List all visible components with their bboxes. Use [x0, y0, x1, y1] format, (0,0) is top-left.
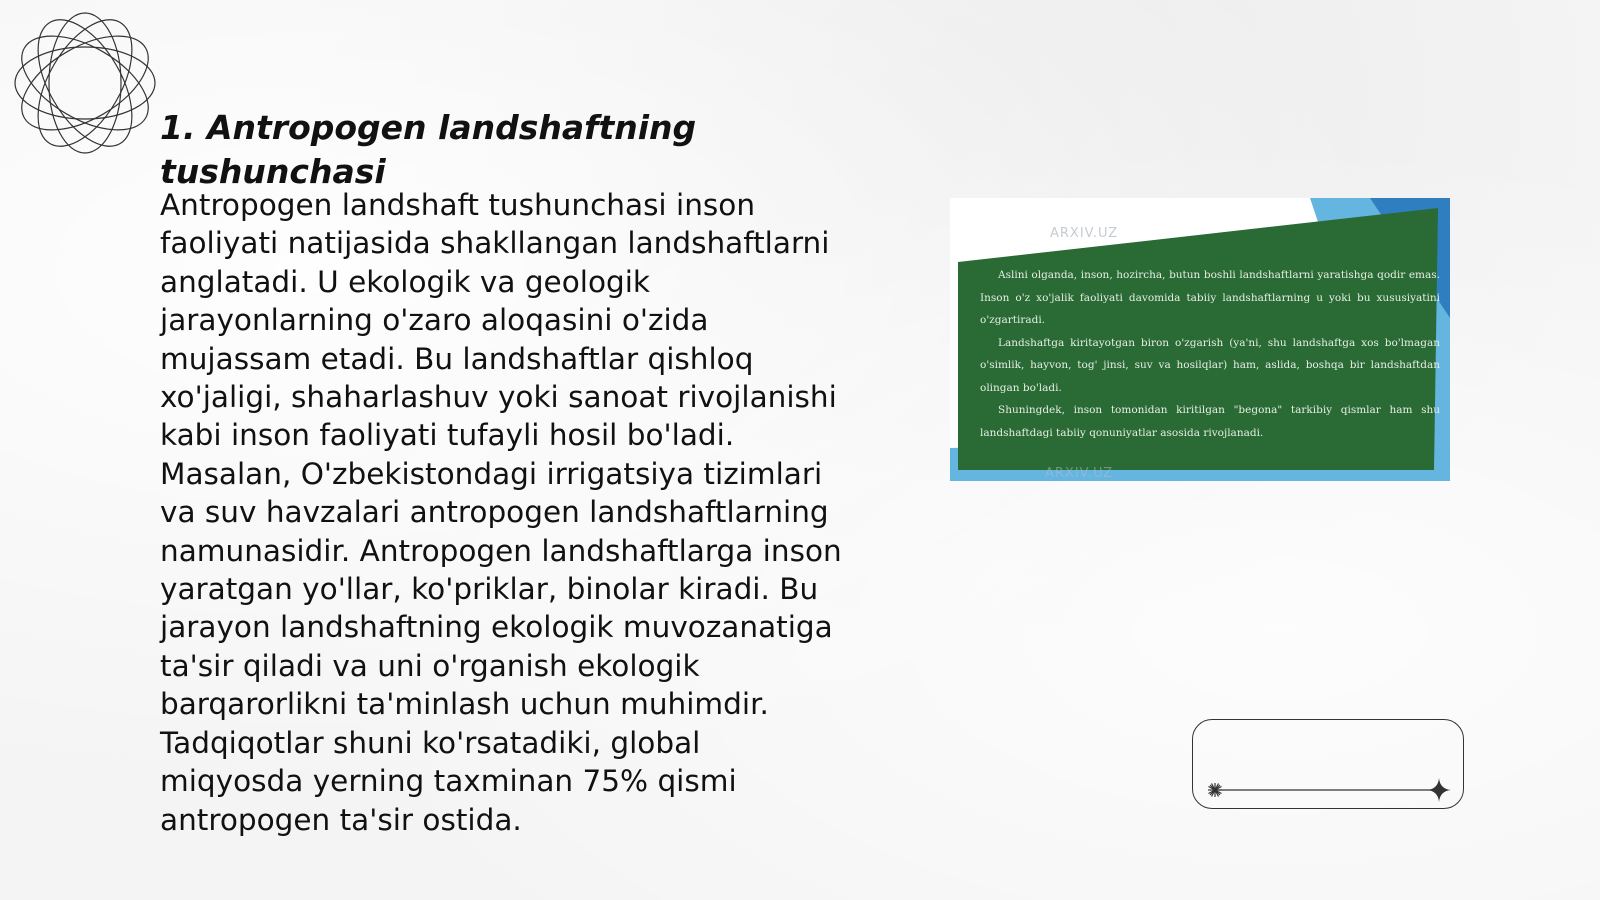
- overlapping-circles-icon: [10, 8, 160, 158]
- textbook-excerpt-image: [950, 198, 1450, 481]
- card-text-block: [980, 264, 1440, 444]
- watermark-bottom: ARXIV.UZ: [1045, 466, 1114, 481]
- slide-title: 1. Antropogen landshaftning tushunchasi: [160, 108, 697, 191]
- watermark-top: ARXIV.UZ: [1050, 226, 1119, 241]
- starburst-icon: [1208, 783, 1222, 797]
- card-paragraph: Landshaftga kiritayotgan biron o'zgarish (ya'ni, shu landshaftga xos bo'lmagan o'simlik, hayvon, tog' jinsi, suv va hosilqlar) ham, aslida, boshqa bir landshaftdan olingan bo'ladi.: [980, 336, 1440, 394]
- card-paragraph: Aslini olganda, inson, hozircha, butun boshli landshaftlarni yaratishga qodir emas. Inson o'z xo'jalik faoliyati davomida tabiiy landshaftlarning u yoki bu xususiyatini o'zgartiradi.: [980, 269, 1440, 326]
- slider-line: [1193, 720, 1465, 810]
- sparkle-star-icon: [1427, 778, 1451, 802]
- decorative-slider-box: [1192, 719, 1464, 809]
- slide-body-text: Antropogen landshaft tushunchasi inson faoliyati natijasida shakllangan landshaftlarni anglatadi. U ekologik va geologik jarayonlarning o'zaro aloqasini o'zida mujassam etadi. Bu landshaftlar qishloq xo'jaligi, shaharlashuv yoki sanoat rivojlanishi kabi inson faoliyati tufayli hosil bo'ladi. Masalan, O'zbekistondagi irrigatsiya tizimlari va suv havzalari antropogen landshaftlarning namunasidir. Antropogen landshaftlarga inson yaratgan yo'llar, ko'priklar, binolar kiradi. Bu jarayon landshaftning ekologik muvozanatiga ta'sir qiladi va uni o'rganish ekologik barqarorlikni ta'minlash uchun muhimdir. Tadqiqotlar shuni ko'rsatadiki, global miqyosda yerning taxminan 75% qismi antropogen ta'sir ostida.: [160, 188, 842, 837]
- card-paragraph: Shuningdek, inson tomonidan kiritilgan "begona" tarkibiy qismlar ham shu landshaftdagi tabiiy qonuniyatlar asosida rivojlanadi.: [980, 404, 1440, 439]
